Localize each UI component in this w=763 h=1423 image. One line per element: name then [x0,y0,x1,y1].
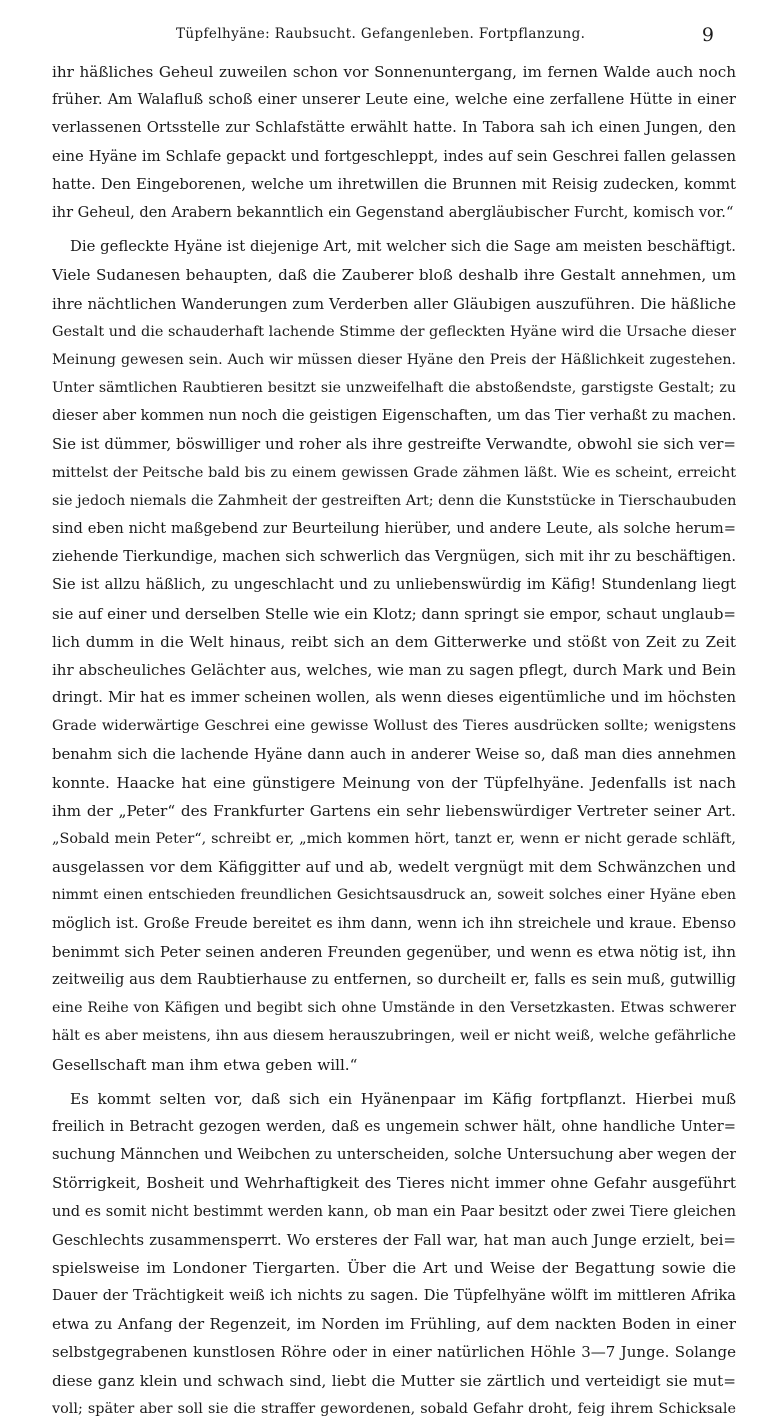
text-line: möglich ist. Große Freude bereitet es ihm dann, wenn ich ihn streichele und kraue. Ebenso [52,914,736,932]
text-line: suchung Männchen und Weibchen zu unterscheiden, solche Untersuchung aber wegen der [52,1146,736,1164]
text-line: Geschlechts zusammensperrt. Wo ersteres der Fall war, hat man auch Junge erzielt, bei= [52,1230,736,1249]
text-line: Dauer der Trächtigkeit weiß ich nichts zu sagen. Die Tüpfelhyäne wölft im mittleren Afrika [52,1287,736,1305]
text-line: ihr abscheuliches Gelächter aus, welches, wie man zu sagen pflegt, durch Mark und Bein [52,660,736,679]
text-line: ausgelassen vor dem Käfiggitter auf und ab, wedelt vergnügt mit dem Schwänzchen und [52,858,736,877]
text-line: dieser aber kommen nun noch die geistigen Eigenschaften, um das Tier verhaßt zu machen. [52,407,736,425]
text-line: ihr Geheul, den Arabern bekanntlich ein Gegenstand abergläubischer Furcht, komisch vor.“ [52,203,734,221]
text-line: lich dumm in die Welt hinaus, reibt sich an dem Gitterwerke und stößt von Zeit zu Zeit [52,632,736,651]
text-line: selbstgegrabenen kunstlosen Röhre oder in einer natürlichen Höhle 3—7 Junge. Solange [52,1343,736,1362]
text-line: Sie ist allzu häßlich, zu ungeschlacht und zu unliebenswürdig im Käfig! Stundenlang liegt [52,576,736,594]
text-line: Grade widerwärtige Geschrei eine gewisse Wollust des Tieres ausdrücken sollte; wenigstens [52,718,736,735]
paragraph [52,58,736,227]
text-line: Meinung gewesen sein. Auch wir müssen dieser Hyäne den Preis der Häßlichkeit zugestehen. [52,351,736,368]
text-line: Störrigkeit, Bosheit und Wehrhaftigkeit des Tieres nicht immer ohne Gefahr ausgeführt [52,1174,736,1193]
text-line: eine Hyäne im Schlafe gepackt und fortgeschleppt, indes auf sein Geschrei fallen gelassen [52,147,736,165]
text-line: ihm der „Peter“ des Frankfurter Gartens ein sehr liebenswürdiger Vertreter seiner Art. [52,801,736,820]
text-line: ihre nächtlichen Wanderungen zum Verderben aller Gläubigen auszuführen. Die häßliche [52,294,736,313]
text-line: früher. Am Walafluß schoß einer unserer Leute eine, welche eine zerfallene Hütte in einer [52,91,736,109]
body-text [52,58,736,1423]
text-line: diese ganz klein und schwach sind, liebt die Mutter sie zärtlich und verteidigt sie mut= [52,1371,736,1390]
text-line: ihr häßliches Geheul zuweilen schon vor Sonnenuntergang, im fernen Walde auch noch [52,63,736,81]
running-head [52,26,712,50]
text-line: hält es aber meistens, ihn aus diesem herauszubringen, weil er nicht weiß, welche gefährliche [52,1028,736,1045]
text-line: Unter sämtlichen Raubtieren besitzt sie unzweifelhaft die abstoßendste, garstigste Gestalt; zu [52,380,736,397]
text-line: zeitweilig aus dem Raubtierhause zu entfernen, so durcheilt er, falls es sein muß, gutwillig [52,971,736,988]
text-line: Es kommt selten vor, daß sich ein Hyänenpaar im Käfig fortpflanzt. Hierbei muß [70,1089,736,1108]
text-line: Gesellschaft man ihm etwa geben will.“ [52,1055,358,1074]
text-line: und es somit nicht bestimmt werden kann, ob man ein Paar besitzt oder zwei Tiere gleichen [52,1202,736,1220]
text-line: Viele Sudanesen behaupten, daß die Zauberer bloß deshalb ihre Gestalt annehmen, um [52,266,736,285]
page-number: 9 [701,24,714,46]
text-line: etwa zu Anfang der Regenzeit, im Norden im Frühling, auf dem nackten Boden in einer [52,1315,736,1334]
text-line: Sie ist dümmer, böswilliger und roher als ihre gestreifte Verwandte, obwohl sie sich ver= [52,435,736,454]
text-line: benahm sich die lachende Hyäne dann auch in anderer Weise so, daß man dies annehmen [52,745,736,763]
text-line: freilich in Betracht gezogen werden, daß es ungemein schwer hält, ohne handliche Unter= [52,1117,736,1135]
paragraph [52,233,736,1079]
text-line: eine Reihe von Käfigen und begibt sich ohne Umstände in den Versetzkasten. Etwas schwerer [52,1000,736,1017]
text-line: mittelst der Peitsche bald bis zu einem gewissen Grade zähmen läßt. Wie es scheint, erreicht [52,464,736,481]
text-line: benimmt sich Peter seinen anderen Freunden gegenüber, und wenn es etwa nötig ist, ihn [52,942,736,961]
text-line: spielsweise im Londoner Tiergarten. Über die Art und Weise der Begattung sowie die [52,1258,736,1277]
text-line: voll; später aber soll sie die straffer gewordenen, sobald Gefahr droht, feig ihrem Schicksale [52,1400,736,1417]
text-line: hatte. Den Eingeborenen, welche um ihretwillen die Brunnen mit Reisig zudecken, kommt [52,175,736,193]
text-line: sie jedoch niemals die Zahmheit der gestreiften Art; denn die Kunststücke in Tierschaubuden [52,492,736,509]
text-line: verlassenen Ortsstelle zur Schlafstätte erwählt hatte. In Tabora sah ich einen Jungen, den [52,119,736,137]
running-title: Tüpfelhyäne: Raubsucht. Gefangenleben. Fortpflanzung. [176,26,586,42]
text-line: sind eben nicht maßgebend zur Beurteilung hierüber, und andere Leute, als solche herum= [52,520,736,537]
paragraph [52,1085,736,1423]
text-line: Die gefleckte Hyäne ist diejenige Art, mit welcher sich die Sage am meisten beschäftigt. [70,238,736,256]
text-line: konnte. Haacke hat eine günstigere Meinung von der Tüpfelhyäne. Jedenfalls ist nach [52,773,736,792]
text-line: Gestalt und die schauderhaft lachende Stimme der gefleckten Hyäne wird die Ursache dieser [52,323,736,340]
text-line: „Sobald mein Peter“, schreibt er, „mich kommen hört, tanzt er, wenn er nicht gerade schläft, [52,831,736,848]
text-line: nimmt einen entschieden freundlichen Gesichtsausdruck an, soweit solches einer Hyäne eben [52,887,736,904]
text-line: sie auf einer und derselben Stelle wie ein Klotz; dann springt sie empor, schaut unglaub= [52,604,736,623]
text-line: dringt. Mir hat es immer scheinen wollen, als wenn dieses eigentümliche und im höchsten [52,689,736,707]
text-line: ziehende Tierkundige, machen sich schwerlich das Vergnügen, sich mit ihr zu beschäftigen. [52,548,736,566]
